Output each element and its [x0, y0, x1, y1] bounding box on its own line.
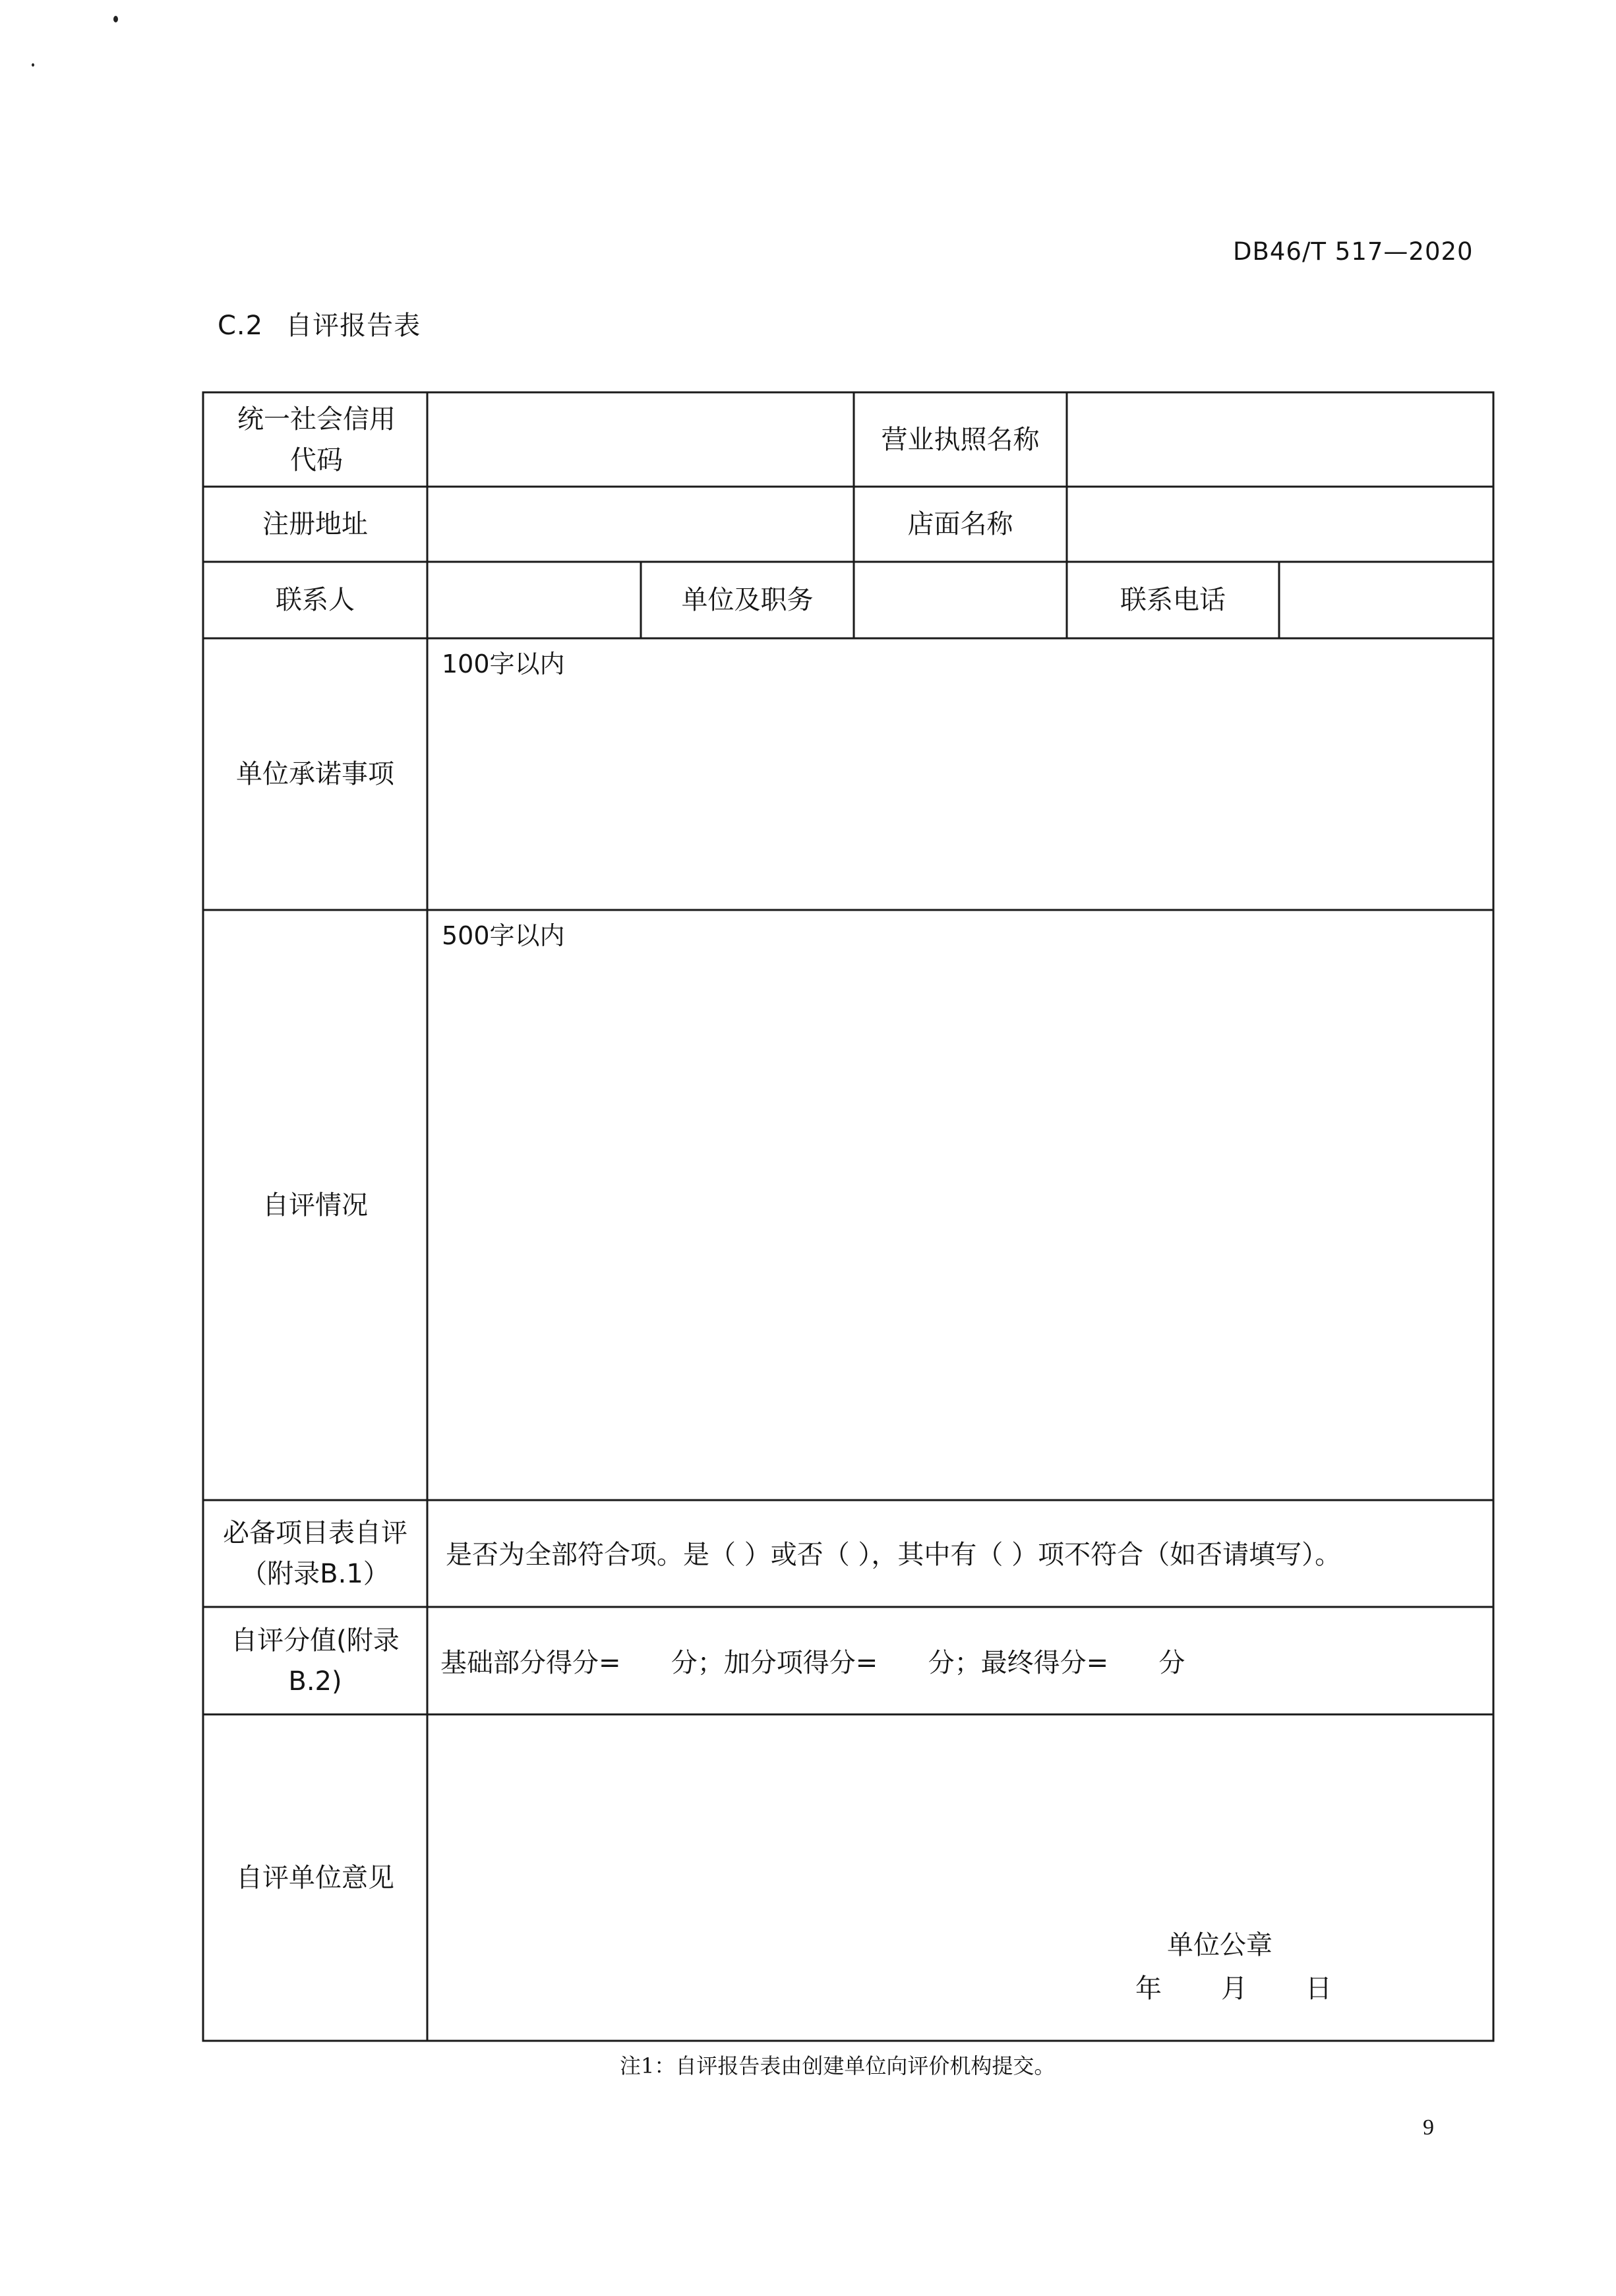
store-name-label: 店面名称 — [907, 509, 1013, 539]
opinion-label: 自评单位意见 — [236, 1862, 394, 1893]
license-name-field[interactable] — [1068, 394, 1492, 485]
signature-date — [1135, 1968, 1332, 2005]
reg-address-label: 注册地址 — [262, 509, 368, 539]
unit-position-label: 单位及职务 — [681, 585, 814, 615]
license-name-label: 营业执照名称 — [881, 425, 1040, 455]
required-items-label: 必备项目表自评（附录B.1） — [223, 1518, 407, 1589]
date-month: 月 — [1221, 1974, 1247, 2004]
footnote: 注1：自评报告表由创建单位向评价机构提交。 — [620, 2053, 1056, 2078]
contact-label: 联系人 — [276, 585, 355, 615]
reg-address-field[interactable] — [429, 488, 853, 560]
required-items-text: 是否为全部符合项。是（ ）或否（ ），其中有（ ）项不符合（如否请填写）。 — [446, 1540, 1342, 1570]
commitment-field[interactable] — [429, 679, 1492, 909]
date-year: 年 — [1135, 1974, 1162, 2004]
score-text: 基础部分得分= 分；加分项得分= 分；最终得分= 分 — [440, 1648, 1185, 1678]
unit-position-field[interactable] — [855, 563, 1065, 637]
phone-label: 联系电话 — [1120, 585, 1226, 615]
opinion-field[interactable] — [429, 1716, 1492, 1914]
credit-code-label: 统一社会信用代码 — [237, 404, 396, 475]
unit-seal-label: 单位公章 — [1167, 1930, 1272, 1960]
self-eval-hint: 500字以内 — [442, 921, 565, 950]
commitment-label: 单位承诺事项 — [236, 759, 394, 789]
contact-field[interactable] — [429, 563, 640, 637]
page-number: 9 — [1423, 2115, 1434, 2140]
score-label: 自评分值(附录B.2) — [231, 1625, 400, 1697]
date-day: 日 — [1305, 1974, 1332, 2004]
credit-code-field[interactable] — [429, 394, 853, 485]
self-eval-field[interactable] — [429, 951, 1492, 1499]
store-name-field[interactable] — [1068, 488, 1492, 560]
commitment-hint: 100字以内 — [442, 650, 565, 679]
section-number: C.2 — [218, 311, 264, 341]
phone-field[interactable] — [1280, 563, 1492, 637]
section-title: 自评报告表 — [285, 311, 421, 341]
document-code: DB46/T 517—2020 — [1233, 237, 1474, 266]
self-eval-label: 自评情况 — [262, 1190, 368, 1221]
